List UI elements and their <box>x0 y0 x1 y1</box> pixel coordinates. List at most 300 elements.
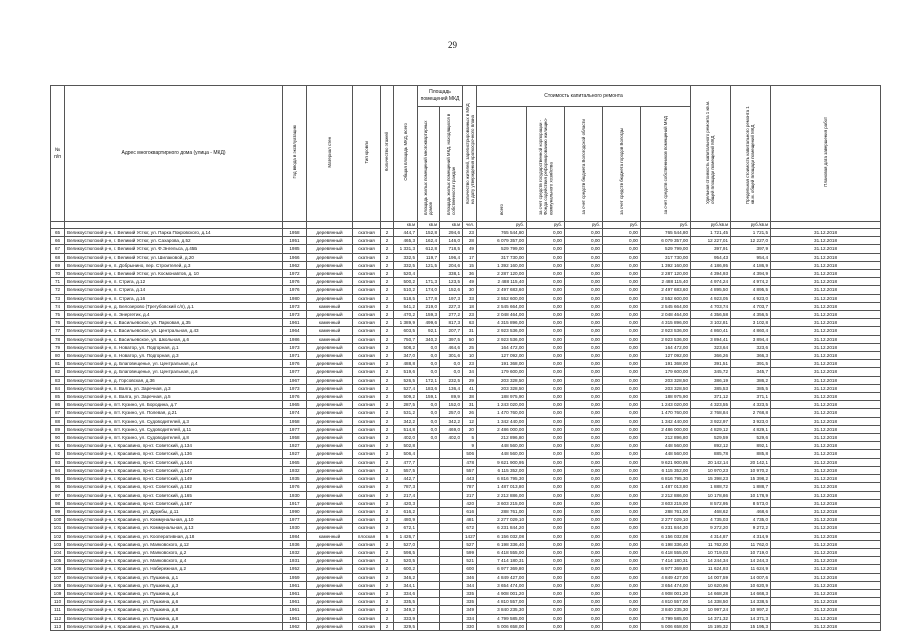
cost-fund-cell: 0,00 <box>527 565 565 573</box>
residents-cell: 34 <box>463 368 477 376</box>
area-residential-cell: 159,1 <box>418 393 440 401</box>
total-area-cell: 527,4 <box>394 384 418 392</box>
area-residential-cell: 499,6 <box>418 319 440 327</box>
row-num-cell: 106 <box>51 565 65 573</box>
address-cell: Великоустюгский р-н, г. Красавино, ул. Пушкина, д.9 <box>65 622 283 630</box>
unit-cost-cell: 4 860,41 <box>691 327 731 335</box>
cost-region-cell: 0,00 <box>565 516 603 524</box>
header-cost-fund: за счет средств государственной корпорации - Фонда содействия реформированию жилищно-коммунального хозяйства <box>527 107 565 222</box>
floors-cell: 2 <box>381 491 394 499</box>
cost-owners-cell: 1 487 013,80 <box>641 483 691 491</box>
deadline-cell: 31.12.2018 <box>771 393 881 401</box>
year-cell: 1965 <box>283 401 307 409</box>
row-num-cell: 95 <box>51 475 65 483</box>
address-cell: Великоустюгский р-н, с. Васильевское, ул. Центральная, д.43 <box>65 327 283 335</box>
address-cell: Великоустюгский р-н, г. Красавино, пр-кт. Советский, д.144 <box>65 458 283 466</box>
roof-type-cell: скатная <box>353 368 381 376</box>
unit-cost-cell: 2 768,84 <box>691 409 731 417</box>
cost-region-cell: 0,00 <box>565 319 603 327</box>
unit-cell: чел. <box>463 222 477 229</box>
floors-cell: 2 <box>381 507 394 515</box>
area-private-cell <box>440 466 463 474</box>
floors-cell: 2 <box>381 368 394 376</box>
unit-cost-cell: 4 829,12 <box>691 425 731 433</box>
residents-cell: 1427 <box>463 532 477 540</box>
cost-region-cell: 0,00 <box>565 614 603 622</box>
floors-cell: 2 <box>381 401 394 409</box>
address-cell: Великоустюгский р-н, п. Энергетик, д.4 <box>65 311 283 319</box>
unit-cost-cell: 11 624,93 <box>691 565 731 573</box>
row-num-cell: 96 <box>51 483 65 491</box>
cost-total-cell: 203 328,50 <box>477 384 527 392</box>
floors-cell: 2 <box>381 466 394 474</box>
unit-cost-cell: 4 923,05 <box>691 294 731 302</box>
cost-total-cell: 127 092,00 <box>477 352 527 360</box>
roof-type-cell: скатная <box>353 581 381 589</box>
floors-cell: 2 <box>381 393 394 401</box>
roof-type-cell: скатная <box>353 360 381 368</box>
area-private-cell <box>440 548 463 556</box>
cost-fund-cell: 0,00 <box>527 319 565 327</box>
total-area-cell: 442,7 <box>394 475 418 483</box>
total-area-cell: 526,5 <box>394 376 418 384</box>
deadline-cell: 31.12.2018 <box>771 335 881 343</box>
cost-total-cell: 6 816 795,30 <box>477 475 527 483</box>
header-roof: Тип кровли <box>353 86 381 222</box>
max-cost-cell: 4 314,9 <box>731 532 771 540</box>
max-cost-cell: 4 703,7 <box>731 302 771 310</box>
cost-local-cell: 0,00 <box>603 311 641 319</box>
wall-material-cell: деревянный <box>307 614 353 622</box>
cost-region-cell: 0,00 <box>565 237 603 245</box>
year-cell: 1961 <box>283 319 307 327</box>
deadline-cell: 31.12.2018 <box>771 261 881 269</box>
residents-cell: 23 <box>463 360 477 368</box>
table-row <box>51 302 881 310</box>
units-row <box>51 222 881 229</box>
cost-region-cell: 0,00 <box>565 581 603 589</box>
max-cost-cell: 371,1 <box>731 393 771 401</box>
area-residential-cell <box>418 565 440 573</box>
cost-region-cell: 0,00 <box>565 294 603 302</box>
area-residential-cell <box>418 491 440 499</box>
unit-cost-cell: 4 735,03 <box>691 516 731 524</box>
residents-cell: 616 <box>463 507 477 515</box>
floors-cell: 2 <box>381 434 394 442</box>
cost-total-cell: 2 486 000,00 <box>477 425 527 433</box>
cost-region-cell: 0,00 <box>565 598 603 606</box>
cost-fund-cell: 0,00 <box>527 491 565 499</box>
cost-owners-cell: 3 654 474,00 <box>641 581 691 589</box>
year-cell: 1974 <box>283 409 307 417</box>
residents-cell: 63 <box>463 319 477 327</box>
total-area-cell: 335,5 <box>394 598 418 606</box>
year-cell: 1935 <box>283 475 307 483</box>
total-area-cell: 506,4 <box>394 450 418 458</box>
cost-local-cell: 0,00 <box>603 319 641 327</box>
year-cell: 1976 <box>283 286 307 294</box>
cost-local-cell: 0,00 <box>603 245 641 253</box>
unit-cost-cell: 4 314,87 <box>691 532 731 540</box>
cost-owners-cell: 317 730,00 <box>641 253 691 261</box>
unit-cost-cell: 4 394,93 <box>691 270 731 278</box>
cost-total-cell: 4 849 427,00 <box>477 573 527 581</box>
area-private-cell: 301,6 <box>440 352 463 360</box>
wall-material-cell: деревянный <box>307 270 353 278</box>
cost-fund-cell: 0,00 <box>527 516 565 524</box>
deadline-cell: 31.12.2018 <box>771 245 881 253</box>
cost-total-cell: 2 552 600,00 <box>477 294 527 302</box>
max-cost-cell: 3 102,8 <box>731 319 771 327</box>
residents-cell: 344 <box>463 581 477 589</box>
residents-cell: 478 <box>463 458 477 466</box>
max-cost-cell: 10 620,9 <box>731 581 771 589</box>
area-residential-cell: 177,8 <box>418 294 440 302</box>
total-area-cell: 518,5 <box>394 294 418 302</box>
cost-local-cell: 0,00 <box>603 458 641 466</box>
address-cell: Великоустюгский р-н, г. Красавино, ул. Маяковского, д.12 <box>65 540 283 548</box>
address-cell: Великоустюгский р-н, пгт. Кузино, ул. Бородина, д.7 <box>65 401 283 409</box>
area-residential-cell <box>418 516 440 524</box>
wall-material-cell: деревянный <box>307 475 353 483</box>
year-cell: 1980 <box>283 294 307 302</box>
max-cost-cell: 8 573,0 <box>731 499 771 507</box>
wall-material-cell: деревянный <box>307 548 353 556</box>
deadline-cell: 31.12.2018 <box>771 450 881 458</box>
area-private-cell <box>440 524 463 532</box>
floors-cell: 2 <box>381 573 394 581</box>
cost-owners-cell: 1 243 020,00 <box>641 401 691 409</box>
unit-cost-cell: 4 323,55 <box>691 401 731 409</box>
area-private-cell: 0,0 <box>440 368 463 376</box>
deadline-cell: 31.12.2018 <box>771 565 881 573</box>
max-cost-cell: 4 923,0 <box>731 294 771 302</box>
cost-fund-cell: 0,00 <box>527 598 565 606</box>
year-cell: 1977 <box>283 368 307 376</box>
floors-cell: 2 <box>381 565 394 573</box>
year-cell: 1977 <box>283 516 307 524</box>
cost-local-cell: 0,00 <box>603 483 641 491</box>
wall-material-cell: каменный <box>307 335 353 343</box>
area-residential-cell <box>418 507 440 515</box>
area-private-cell <box>440 483 463 491</box>
area-private-cell: 152,6 <box>440 286 463 294</box>
table-row <box>51 335 881 343</box>
cost-local-cell: 0,00 <box>603 557 641 565</box>
max-cost-cell: 4 974,2 <box>731 278 771 286</box>
deadline-cell: 31.12.2018 <box>771 327 881 335</box>
wall-material-cell: деревянный <box>307 540 353 548</box>
roof-type-cell: скатная <box>353 393 381 401</box>
deadline-cell: 31.12.2018 <box>771 622 881 630</box>
area-residential-cell: 0,0 <box>418 417 440 425</box>
unit-cell: руб./кв.м <box>731 222 771 229</box>
address-cell: Великоустюгский р-н, п. Добрынино, пер. Строителей, д.3 <box>65 261 283 269</box>
wall-material-cell: деревянный <box>307 450 353 458</box>
cost-owners-cell: 3 840 235,30 <box>641 606 691 614</box>
year-cell: 1977 <box>283 425 307 433</box>
row-num-cell: 87 <box>51 409 65 417</box>
area-residential-cell <box>418 548 440 556</box>
deadline-cell: 31.12.2018 <box>771 442 881 450</box>
cost-region-cell: 0,00 <box>565 278 603 286</box>
cost-region-cell: 0,00 <box>565 286 603 294</box>
header-total-area: Общая площадь МКД, всего <box>394 86 418 222</box>
floors-cell: 2 <box>381 261 394 269</box>
max-cost-cell: 12 227,0 <box>731 237 771 245</box>
max-cost-cell: 10 719,0 <box>731 548 771 556</box>
cost-total-cell: 1 487 013,80 <box>477 483 527 491</box>
cost-local-cell: 0,00 <box>603 368 641 376</box>
header-residents: Количество жителей, зарегистрированных в МКД на дату утверждения краткосрочного плана <box>463 86 477 222</box>
year-cell: 1986 <box>283 335 307 343</box>
residents-cell: 31 <box>463 401 477 409</box>
row-num-cell: 112 <box>51 614 65 622</box>
wall-material-cell: деревянный <box>307 401 353 409</box>
cost-fund-cell: 0,00 <box>527 401 565 409</box>
deadline-cell: 31.12.2018 <box>771 319 881 327</box>
cost-region-cell: 0,00 <box>565 475 603 483</box>
header-floors: Количество этажей <box>381 86 394 222</box>
cost-region-cell: 0,00 <box>565 573 603 581</box>
cost-total-cell: 6 231 844,20 <box>477 524 527 532</box>
area-residential-cell <box>418 573 440 581</box>
year-cell: 1973 <box>283 384 307 392</box>
wall-material-cell: деревянный <box>307 507 353 515</box>
address-cell: Великоустюгский р-н, г. Красавино, ул. Пушкина, д.1 <box>65 573 283 581</box>
address-cell: Великоустюгский р-н, пгт. Кузино, ул. Судоводителей, д.8 <box>65 434 283 442</box>
cost-owners-cell: 448 560,00 <box>641 450 691 458</box>
max-cost-cell: 11 624,9 <box>731 565 771 573</box>
cost-region-cell: 0,00 <box>565 507 603 515</box>
row-num-cell: 100 <box>51 516 65 524</box>
roof-type-cell: скатная <box>353 466 381 474</box>
row-num-cell: 104 <box>51 548 65 556</box>
deadline-cell: 31.12.2018 <box>771 294 881 302</box>
roof-type-cell: плоская <box>353 532 381 540</box>
unit-cost-cell: 12 227,01 <box>691 237 731 245</box>
max-cost-cell: 15 398,2 <box>731 475 771 483</box>
table-row <box>51 581 881 589</box>
cost-region-cell: 0,00 <box>565 458 603 466</box>
table-row <box>51 458 881 466</box>
roof-type-cell: скатная <box>353 319 381 327</box>
row-num-cell: 102 <box>51 532 65 540</box>
address-cell: Великоустюгский р-н, г. Красавино, пр-кт. Советский, д.165 <box>65 491 283 499</box>
total-area-cell: 672,1 <box>394 524 418 532</box>
cost-fund-cell: 0,00 <box>527 237 565 245</box>
total-area-cell: 332,5 <box>394 261 418 269</box>
cost-owners-cell: 179 600,00 <box>641 368 691 376</box>
area-private-cell: 402,0 <box>440 434 463 442</box>
cost-region-cell: 0,00 <box>565 491 603 499</box>
row-num-cell: 94 <box>51 466 65 474</box>
deadline-cell: 31.12.2018 <box>771 532 881 540</box>
floors-cell: 2 <box>381 302 394 310</box>
cost-local-cell: 0,00 <box>603 548 641 556</box>
wall-material-cell: деревянный <box>307 409 353 417</box>
residents-cell: 26 <box>463 409 477 417</box>
max-cost-cell: 366,3 <box>731 352 771 360</box>
address-cell: Великоустюгский р-н, г. Красавино, пр-кт. Советский, д.147 <box>65 466 283 474</box>
year-cell: 1961 <box>283 614 307 622</box>
unit-cost-cell: 954,43 <box>691 253 731 261</box>
cost-local-cell: 0,00 <box>603 532 641 540</box>
year-cell: 1967 <box>283 376 307 384</box>
deadline-cell: 31.12.2018 <box>771 573 881 581</box>
area-private-cell <box>440 557 463 565</box>
deadline-cell: 31.12.2018 <box>771 483 881 491</box>
deadline-cell: 31.12.2018 <box>771 499 881 507</box>
year-cell: 1932 <box>283 548 307 556</box>
row-num-cell: 89 <box>51 425 65 433</box>
cost-fund-cell: 0,00 <box>527 466 565 474</box>
row-num-cell: 73 <box>51 294 65 302</box>
address-cell: Великоустюгский р-н, г. Красавино, ул. Пушкина, д.8 <box>65 606 283 614</box>
cost-local-cell: 0,00 <box>603 417 641 425</box>
cost-region-cell: 0,00 <box>565 360 603 368</box>
cost-fund-cell: 0,00 <box>527 557 565 565</box>
residents-cell: 50 <box>463 335 477 343</box>
cost-total-cell: 3 603 215,00 <box>477 499 527 507</box>
area-residential-cell: 174,0 <box>418 286 440 294</box>
total-area-cell: 531,2 <box>394 409 418 417</box>
cost-total-cell: 203 328,50 <box>477 376 527 384</box>
unit-cost-cell: 385,53 <box>691 384 731 392</box>
total-area-cell: 1 426,7 <box>394 532 418 540</box>
unit-cost-cell: 14 371,32 <box>691 614 731 622</box>
floors-cell: 2 <box>381 458 394 466</box>
area-residential-cell: 0,0 <box>418 434 440 442</box>
deadline-cell: 31.12.2018 <box>771 606 881 614</box>
area-residential-cell: 121,5 <box>418 261 440 269</box>
unit-cost-cell: 892,12 <box>691 442 731 450</box>
year-cell: 1965 <box>283 458 307 466</box>
cost-total-cell: 6 977 369,80 <box>477 565 527 573</box>
cost-owners-cell: 6 231 844,20 <box>641 524 691 532</box>
unit-cost-cell: 14 668,28 <box>691 589 731 597</box>
row-num-cell: 81 <box>51 360 65 368</box>
total-area-cell: 334,6 <box>394 589 418 597</box>
unit-cost-cell: 3 102,81 <box>691 319 731 327</box>
header-address: Адрес многоквартирного дома (улица - МКД) <box>65 86 283 222</box>
row-num-cell: 86 <box>51 401 65 409</box>
area-residential-cell <box>418 270 440 278</box>
wall-material-cell: деревянный <box>307 442 353 450</box>
year-cell: 1962 <box>283 261 307 269</box>
cost-total-cell: 7 414 180,31 <box>477 557 527 565</box>
wall-material-cell: деревянный <box>307 352 353 360</box>
table-row <box>51 270 881 278</box>
area-residential-cell <box>418 450 440 458</box>
floors-cell: 2 <box>381 499 394 507</box>
address-cell: Великоустюгский р-н, г. Великий Устюг, ул. Ф.Энгельса, д.45Б <box>65 245 283 253</box>
year-cell: 1972 <box>283 270 307 278</box>
area-residential-cell <box>418 483 440 491</box>
cost-local-cell: 0,00 <box>603 286 641 294</box>
roof-type-cell: скатная <box>353 540 381 548</box>
cost-fund-cell: 0,00 <box>527 417 565 425</box>
cost-owners-cell: 6 156 032,08 <box>641 532 691 540</box>
table-row <box>51 606 881 614</box>
table-row <box>51 261 881 269</box>
cost-owners-cell: 2 923 536,00 <box>641 327 691 335</box>
cost-owners-cell: 188 975,90 <box>641 393 691 401</box>
header-group-area: Площадь помещений МКД <box>418 86 463 107</box>
year-cell: 1930 <box>283 524 307 532</box>
floors-cell: 2 <box>381 278 394 286</box>
cost-region-cell: 0,00 <box>565 532 603 540</box>
cost-fund-cell: 0,00 <box>527 524 565 532</box>
table-row <box>51 401 881 409</box>
row-num-cell: 84 <box>51 384 65 392</box>
unit-cost-cell: 14 244,34 <box>691 557 731 565</box>
floors-cell: 2 <box>381 450 394 458</box>
table-row <box>51 253 881 261</box>
cost-local-cell: 0,00 <box>603 475 641 483</box>
deadline-cell: 31.12.2018 <box>771 417 881 425</box>
area-residential-cell <box>418 475 440 483</box>
area-private-cell <box>440 606 463 614</box>
residents-cell: 349 <box>463 606 477 614</box>
cost-total-cell: 164 472,00 <box>477 343 527 351</box>
residents-cell: 23 <box>463 229 477 237</box>
cost-region-cell: 0,00 <box>565 524 603 532</box>
table-row <box>51 516 881 524</box>
area-private-cell: 0,0 <box>440 360 463 368</box>
deadline-cell: 31.12.2018 <box>771 352 881 360</box>
roof-type-cell: скатная <box>353 335 381 343</box>
area-private-cell: 397,5 <box>440 335 463 343</box>
area-private-cell: 136,4 <box>440 384 463 392</box>
deadline-cell: 31.12.2018 <box>771 507 881 515</box>
cost-region-cell: 0,00 <box>565 368 603 376</box>
roof-type-cell: скатная <box>353 237 381 245</box>
cost-total-cell: 188 975,90 <box>477 393 527 401</box>
cost-region-cell: 0,00 <box>565 311 603 319</box>
max-cost-cell: 10 178,9 <box>731 491 771 499</box>
unit-cost-cell: 323,64 <box>691 343 731 351</box>
deadline-cell: 31.12.2018 <box>771 581 881 589</box>
max-cost-cell: 892,1 <box>731 442 771 450</box>
cost-fund-cell: 0,00 <box>527 540 565 548</box>
cost-local-cell: 0,00 <box>603 622 641 630</box>
area-residential-cell: 119,7 <box>418 253 440 261</box>
deadline-cell: 31.12.2018 <box>771 491 881 499</box>
cost-local-cell: 0,00 <box>603 598 641 606</box>
row-num-cell: 70 <box>51 270 65 278</box>
cost-total-cell: 191 368,00 <box>477 360 527 368</box>
cost-owners-cell: 2 212 886,00 <box>641 491 691 499</box>
unit-cost-cell: 10 719,03 <box>691 548 731 556</box>
cost-fund-cell: 0,00 <box>527 286 565 294</box>
cost-local-cell: 0,00 <box>603 450 641 458</box>
wall-material-cell: деревянный <box>307 565 353 573</box>
residents-cell: 15 <box>463 261 477 269</box>
area-private-cell <box>440 573 463 581</box>
residents-cell: 787 <box>463 483 477 491</box>
year-cell: 1930 <box>283 491 307 499</box>
area-residential-cell: 159,3 <box>418 311 440 319</box>
total-area-cell: 346,2 <box>394 573 418 581</box>
unit-cost-cell: 4 186,95 <box>691 261 731 269</box>
deadline-cell: 31.12.2018 <box>771 278 881 286</box>
max-cost-cell: 4 186,9 <box>731 261 771 269</box>
cost-local-cell: 0,00 <box>603 499 641 507</box>
year-cell: 1976 <box>283 393 307 401</box>
floors-cell: 2 <box>381 327 394 335</box>
total-area-cell: 333,9 <box>394 614 418 622</box>
